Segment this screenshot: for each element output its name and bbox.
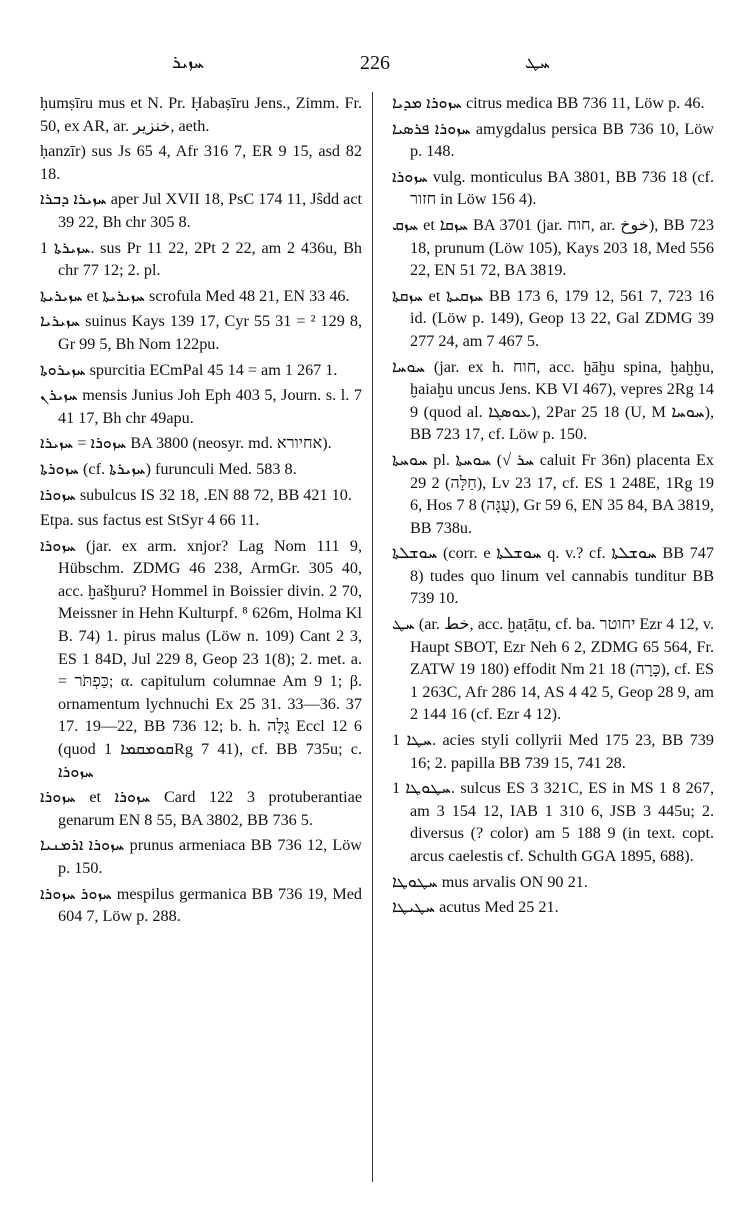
entry: ܚܙܝܪܘܬܐ spurcitia ECmPal 45 14 = am 1 267 1. — [40, 360, 338, 379]
entry: ܚܙܝܪܝܬܐ et ܚܙܝܪܝܬܐ scrofula Med 48 21, EN 33 46. — [40, 286, 350, 305]
entry: ܚܙܘܪܐ ܐܪܡܢܝܐ prunus armeniaca BB 736 12, Löw p. 150. — [40, 836, 362, 877]
entry: ܚܙܘܪܐ et ܚܙܘܪܐ Card 122 3 protuberantiae genarum EN 8 55, BA 3802, BB 736 5. — [40, 788, 362, 829]
header-right-word: ܚܛ — [524, 52, 550, 73]
entry: Etpa. sus factus est StSyr 4 66 11. — [40, 511, 260, 530]
entry: ܚܙܩ et ܚܙܩܐ BA 3701 (jar. חוח, ar. ﺧﻮﺥ), BB 723 18, prunum (Löw 105), Kays 203 18, Med 556 22, EN 51 72, BA 3819. — [392, 215, 714, 280]
left-column — [40, 92, 362, 931]
entry: ܚܙܘܪܐ = ܚܙܝܪܐ BA 3800 (neosyr. md. אחיורא). — [40, 434, 332, 453]
header-left-word: ܚܙܝܪ — [172, 52, 204, 73]
entry: ܚܘܚܬܐ pl. ܚܘܚܬܐ (√ ܚܪ caluit Fr 36n) placenta Ex 29 2 (חַלָּה), Lv 23 17, cf. ES 1 248E, 1Rg 19 6, Hos 7 8 (עֻגָּה), Gr 59 6, EN 35 84, BA 3819, BB 738u. — [392, 450, 714, 537]
entry: ܚܙܩܬܐ et ܚܙܩܝܬܐ BB 173 6, 179 12, 561 7, 723 16 id. (Löw p. 149), Geop 13 22, Gal ZDMG 39 277 24, am 7 467 5. — [392, 286, 714, 350]
entry: ܚܙܝܪܐ ܕܒܪܐ aper Jul XVII 18, PsC 174 11, Jŝdd act 39 22, Bh chr 305 8. — [40, 190, 362, 231]
entry: ܚܙܘܪܬܐ (cf. ܚܙܝܪܬܐ) furunculi Med. 583 8. — [40, 459, 297, 478]
entry: ḥumṣīru mus et N. Pr. Ḥabaṣīru Jens., Zimm. Fr. 50, ex AR, ar. ﺧﻨﺰﻳﺮ, aeth. — [40, 94, 362, 135]
page-header — [40, 52, 710, 80]
entry: ܚܙܘܪܐ subulcus IS 32 18, .EN 88 72, BB 421 10. — [40, 485, 352, 504]
entry: ܚܙܘܪܐ ܡܕܝܐ citrus medica BB 736 11, Löw p. 46. — [392, 94, 705, 112]
entry: ܚܛܘܛܐ 1. sulcus ES 3 321C, ES in MS 1 8 267, am 3 154 12, IAB 1 310 6, JSB 3 445u; 2. diversus (? color) am 5 188 9 (in text. copt. arcus caelestis cf. Schulth GGA 1895, 688). — [392, 779, 714, 865]
entry: ܚܙܝܪܢ mensis Junius Joh Eph 403 5, Journ. s. l. 7 41 17, Bh chr 49apu. — [40, 386, 362, 427]
entry: ܚܛܝܛܐ acutus Med 25 21. — [392, 898, 559, 917]
entry: ḥanzīr) sus Js 65 4, Afr 316 7, ER 9 15, asd 82 18. — [40, 142, 362, 183]
entry: ܚܙܘܪܐ (jar. ex arm. xnjor? Lag Nom 111 9, Hübschm. ZDMG 46 238, ArmGr. 305 40, acc. ḫašḫuru? Hommel in Boissier divin. 2 70, Meissner in Hehn Kulturpf. ⁸ 626m, Holma Kl B. 74) 1. pirus malus (Löw n. 109) Cant 2 3, ES 1 84D, Jul 229 8, Geop 23 1(8); 2. met. a. = כַּפְתֹּר; α. capitulum columnae Am 9 1; β. ornamentum lychnuchi Ex 25 31. 33—36. 37 17. 19—22, BB 736 12; b. h. גֻּלָּה Eccl 12 6 (quod ܩܘܡܩܡܐ 1Rg 7 41), cf. BB 735u; c. ܚܙܘܪܐ — [40, 536, 362, 781]
page-number: 226 — [360, 52, 390, 74]
entry: ܚܘܚܐ (jar. ex h. חוח, acc. ḫāḫu spina, ḫaḫḫu, ḫaiaḫu uncus Jens. KB VI 467), vepres 2Rg 14 9 (quod al. ܥܘܣܓܐ), 2Par 25 18 (U, M ܚܘܚܐ), BB 723 17, cf. Löw p. 150. — [392, 357, 714, 444]
entry: ܚܛ (ar. ﺧﻂ, acc. ḫaṭāṭu, cf. ba. יחוטר Ezr 4 12, v. Haupt SBOT, Ezr Neh 6 2, ZDMG 65 564, Fr. ZATW 19 180) effodit Nm 21 18 (כָּרָה), cf. ES 1 263C, Afr 286 14, AS 4 42 5, Geop 28 9, am 2 144 16 (cf. Ezr 4 12). — [392, 615, 715, 724]
column-divider — [372, 92, 373, 1182]
entry: ܚܙܘܪܐ ܦܪܣܝܐ amygdalus persica BB 736 10, Löw p. 148. — [392, 119, 714, 161]
right-column — [392, 92, 714, 922]
entry: ܚܘܫܠܬܐ (corr. e ܚܘܫܠܬܐ q. v.? cf. ܚܘܫܠܬܐ BB 747 8) tudes quo linum vel cannabis tunditur BB 739 10. — [392, 544, 714, 608]
entry: ܚܙܘܪܐ vulg. monticulus BA 3801, BB 736 18 (cf. חזור in Löw 156 4). — [392, 167, 714, 209]
entry: ܚܛܘܛܐ mus arvalis ON 90 21. — [392, 872, 588, 891]
entry: ܚܛܐ 1. acies styli collyrii Med 175 23, BB 739 16; 2. papilla BB 739 15, 741 28. — [392, 731, 714, 772]
entry: ܚܙܝܪܝܐ suinus Kays 139 17, Cyr 55 31 = ² 129 8, Gr 99 5, Bh Nom 122pu. — [40, 312, 362, 353]
entry: ܚܙܝܪܬܐ 1. sus Pr 11 22, 2Pt 2 22, am 2 436u, Bh chr 77 12; 2. pl. — [40, 238, 362, 280]
entry: ܚܙܘܪ ܚܙܘܪܐ mespilus germanica BB 736 19, Med 604 7, Löw p. 288. — [40, 884, 363, 926]
